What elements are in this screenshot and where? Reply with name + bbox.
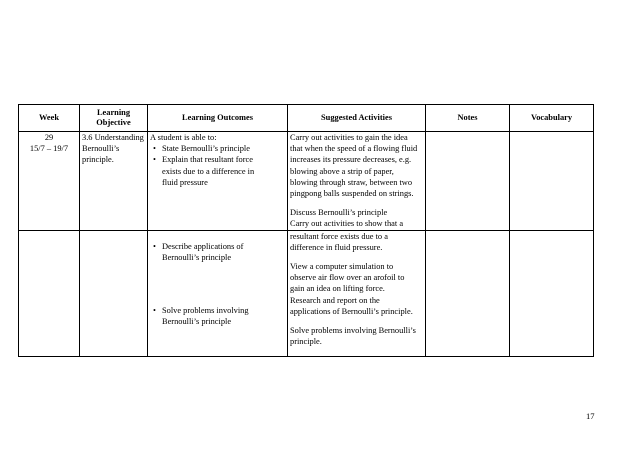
outcome-item: • Solve problems involving: [150, 305, 285, 316]
table-row: [19, 230, 594, 356]
lesson-plan-table: [18, 104, 594, 357]
header-suggested-activities: Suggested Activities: [288, 105, 426, 132]
activity-line: principle.: [290, 337, 322, 347]
activity-line: Solve problems involving Bernoulli’s: [290, 326, 416, 336]
header-vocabulary: Vocabulary: [510, 105, 594, 132]
activity-line: pingpong balls suspended on strings.: [290, 189, 414, 199]
outcomes-cell: [148, 230, 288, 356]
outcomes-intro: A student is able to:: [150, 133, 217, 142]
activity-line: Research and report on the: [290, 295, 380, 305]
activity-line: that when the speed of a flowing fluid: [290, 144, 418, 154]
spacer: [150, 231, 285, 241]
notes-cell: [426, 132, 510, 231]
week-cell: [19, 230, 80, 356]
activities-cell: [288, 132, 426, 231]
header-notes: Notes: [426, 105, 510, 132]
activity-line: difference in fluid pressure.: [290, 242, 383, 252]
objective-line: principle.: [82, 155, 114, 165]
outcome-line: exists due to a difference in: [162, 166, 255, 176]
activity-line: resultant force exists due to a: [290, 231, 388, 241]
spacer: [290, 253, 423, 261]
outcome-item: • State Bernoulli’s principle: [150, 143, 285, 154]
activities-cell: [288, 230, 426, 356]
outcome-line: Bernoulli’s principle: [162, 252, 232, 262]
activity-line: Discuss Bernoulli’s principle: [290, 208, 388, 218]
activity-line: gain an idea on lifting force.: [290, 284, 385, 294]
page-number: 17: [586, 411, 595, 421]
activity-line: applications of Bernoulli’s principle.: [290, 306, 413, 316]
activity-line: blowing through straw, between two: [290, 177, 413, 187]
outcomes-list: [150, 241, 285, 252]
week-number: 29: [44, 133, 54, 142]
week-cell: [19, 132, 80, 231]
objective-cell: [80, 230, 148, 356]
activity-line: increases its pressure decreases, e.g.: [290, 155, 412, 165]
outcome-item: • Describe applications of: [150, 241, 285, 252]
objective-line: 3.6 Understanding: [82, 133, 144, 142]
header-learning-objective: Learning Objective: [80, 105, 148, 132]
objective-cell: [80, 132, 148, 231]
header-row: [19, 105, 594, 132]
notes-cell: [426, 230, 510, 356]
outcome-line: Bernoulli’s principle: [162, 317, 232, 327]
activity-line: View a computer simulation to: [290, 262, 394, 272]
outcomes-list: [150, 143, 285, 165]
vocabulary-cell: [510, 230, 594, 356]
table-row: [19, 132, 594, 231]
activity-line: Carry out activities to gain the idea: [290, 133, 408, 142]
outcomes-cell: [148, 132, 288, 231]
outcome-line: • Explain that resultant force: [162, 155, 253, 165]
header-learning-outcomes: Learning Outcomes: [148, 105, 288, 132]
activity-line: observe air flow over an arofoil to: [290, 273, 405, 283]
week-dates: 15/7 – 19/7: [29, 144, 69, 154]
spacer: [290, 317, 423, 325]
outcomes-list: [150, 305, 285, 316]
activity-line: Carry out activities to show that a: [290, 219, 404, 229]
activity-line: blowing above a strip of paper,: [290, 166, 394, 176]
objective-line: Bernoulli’s: [82, 144, 120, 154]
spacer: [150, 263, 285, 305]
spacer: [290, 199, 423, 207]
vocabulary-cell: [510, 132, 594, 231]
header-week: Week: [19, 105, 80, 132]
outcome-line: fluid pressure: [162, 177, 208, 187]
outcome-item: [150, 154, 285, 165]
